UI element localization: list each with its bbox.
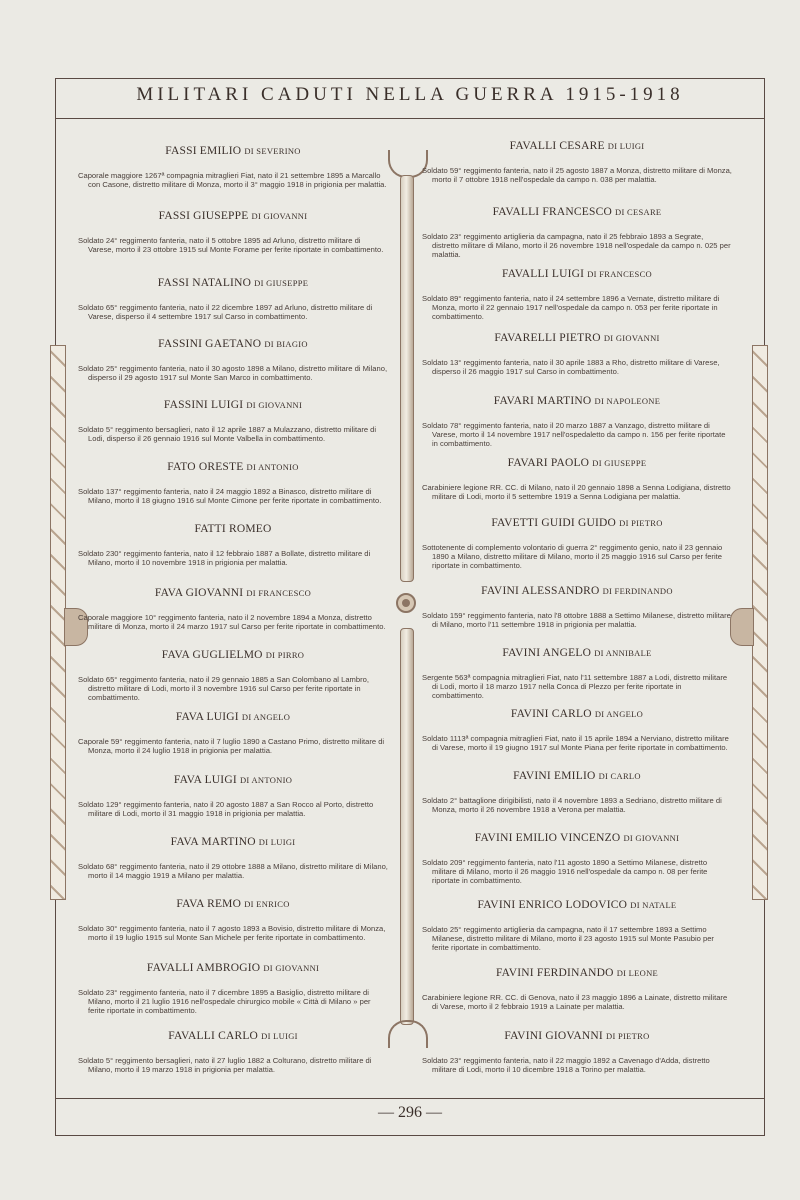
soldier-patronymic: DI ANGELO [241,712,291,722]
soldier-surname-given: FAVALLI AMBROGIO [146,962,261,974]
soldier-name [78,338,388,350]
soldier-name [422,268,732,280]
soldier-surname-given: FASSINI GAETANO [158,338,262,350]
fallen-soldier-entry [78,774,388,818]
soldier-service-record: Soldato 78° reggimento fanteria, nato il 20 marzo 1887 a Vanzago, distretto militare di Varese, morto il 14 novembre 1917 nell'ospedaletto da campo n. 156 per ferite riportate in combattimento. [422,421,726,449]
soldier-name [78,649,388,661]
soldier-patronymic: DI LUIGI [258,837,296,847]
soldier-surname-given: FAVALLI LUIGI [502,268,585,280]
fallen-soldier-entry [422,708,732,752]
fallen-soldier-entry [422,206,732,260]
soldier-service-record: Soldato 65° reggimento fanteria, nato il 22 dicembre 1897 ad Arluno, distretto militare di Varese, disperso il 4 settembre 1917 sul Carso in combattimento. [78,303,373,322]
soldier-surname-given: FASSINI LUIGI [163,399,244,411]
soldier-surname-given: FAVA MARTINO [170,836,256,848]
fallen-soldier-entry [422,899,732,953]
soldier-name [78,145,388,157]
fallen-soldier-entry [78,711,388,755]
soldier-service-record: Soldato 159° reggimento fanteria, nato l'8 ottobre 1888 a Settimo Milanese, distretto militare di Milano, morto l'11 settembre 1918 in prigionia per malattia. [422,611,731,630]
soldier-name [78,1030,388,1042]
soldier-service-record: Soldato 1113ª compagnia mitraglieri Fiat, nato il 15 aprile 1894 a Nerviano, distretto militare di Varese, morto il 19 giugno 1917 sul Monte Piana per ferite riportate in combattimento. [422,734,729,753]
soldier-service-record: Sottotenente di complemento volontario di guerra 2° reggimento genio, nato il 23 gennaio 1890 a Milano, distretto militare di Milano, morto il 25 maggio 1916 sul Carso per ferite riportate in combattimento. [422,543,723,571]
soldier-surname-given: FAVINI CARLO [510,708,592,720]
soldier-surname-given: FAVARI MARTINO [493,395,592,407]
soldier-patronymic: DI GIUSEPPE [592,458,647,468]
soldier-patronymic: DI PIRRO [265,650,305,660]
soldier-service-record: Soldato 23° reggimento artiglieria da campagna, nato il 25 febbraio 1893 a Segrate, distretto militare di Milano, morto il 26 novembre 1918 nell'ospedale da campo n. 025 per malattia. [422,232,731,260]
fallen-soldier-entry [78,277,388,321]
axe-right-ornament [730,608,754,646]
soldier-name [422,395,732,407]
soldier-surname-given: FAVINI ALESSANDRO [481,585,600,597]
page-number: — 296 — [378,1104,442,1121]
soldier-surname-given: FAVA GIOVANNI [154,587,244,599]
soldier-patronymic: DI ANNIBALE [594,648,652,658]
soldier-patronymic: DI BIAGIO [264,339,308,349]
soldier-patronymic: DI CARLO [598,771,641,781]
fallen-soldier-entry [422,770,732,814]
soldier-surname-given: FAVETTI GUIDI GUIDO [491,517,617,529]
soldier-name [422,585,732,597]
soldier-service-record: Carabiniere legione RR. CC. di Milano, nato il 20 gennaio 1898 a Senna Lodigiana, distretto militare di Lodi, morto il 5 settembre 1919 a Senna Lodigiana per malattia. [422,483,731,502]
soldier-service-record: Soldato 24° reggimento fanteria, nato il 5 ottobre 1895 ad Arluno, distretto militare di Varese, morto il 23 ottobre 1915 sul Monte Forame per ferite riportate in combattimento. [78,236,384,255]
center-column-lower [400,628,414,1025]
soldier-service-record: Soldato 137° reggimento fanteria, nato il 24 maggio 1892 a Binasco, distretto militare di Milano, morto il 18 giugno 1916 sul Monte Cimone per ferite riportate in combattimento. [78,487,382,506]
soldier-patronymic: DI LUIGI [607,141,645,151]
soldier-name [78,399,388,411]
soldier-service-record: Soldato 59° reggimento fanteria, nato il 25 agosto 1887 a Monza, distretto militare di Monza, morto il 7 ottobre 1918 nell'ospedale da campo n. 038 per malattia. [422,166,732,185]
soldier-patronymic: DI FRANCESCO [587,269,652,279]
fallen-soldier-entry [78,210,388,254]
soldier-service-record: Soldato 68° reggimento fanteria, nato il 29 ottobre 1888 a Milano, distretto militare di Milano, morto il 14 maggio 1919 a Milano per malattia. [78,862,388,881]
fallen-soldier-entry [78,338,388,382]
soldier-name [422,899,732,911]
fallen-soldier-entry [422,585,732,629]
soldier-service-record: Caporale maggiore 1267ª compagnia mitraglieri Fiat, nato il 21 settembre 1895 a Marcallo con Casone, distretto militare di Monza, morto il 3° maggio 1918 in prigionia per malattia. [78,171,387,190]
footer-divider [55,1098,765,1099]
soldier-surname-given: FAVINI ANGELO [502,647,592,659]
soldier-service-record: Caporale maggiore 10° reggimento fanteria, nato il 2 novembre 1894 a Monza, distretto militare di Monza, morto il 24 marzo 1917 sul Carso per ferite riportate in combattimento. [78,613,386,632]
soldier-name [422,967,732,979]
soldier-name [78,210,388,222]
soldier-name [422,332,732,344]
soldier-surname-given: FASSI NATALINO [157,277,252,289]
soldier-service-record: Soldato 23° reggimento fanteria, nato il 7 dicembre 1895 a Basiglio, distretto militare di Milano, morto il 21 luglio 1916 nell'ospedale chirurgico mobile « Città di Milano » per ferite riportate in combattimento. [78,988,371,1016]
soldier-service-record: Soldato 209° reggimento fanteria, nato l'11 agosto 1890 a Settimo Milanese, distretto militare di Milano, morto il 26 maggio 1916 nell'ospedale da campo n. 08 per ferite riportate in combattimento. [422,858,708,886]
soldier-patronymic: DI ANGELO [594,709,644,719]
soldier-patronymic: DI NATALE [630,900,677,910]
soldier-service-record: Soldato 30° reggimento fanteria, nato il 7 agosto 1893 a Bovisio, distretto militare di Monza, morto il 19 luglio 1915 sul Monte San Michele per ferite riportate in combattimento. [78,924,386,943]
soldier-service-record: Soldato 13° reggimento fanteria, nato il 30 aprile 1883 a Rho, distretto militare di Varese, disperso il 26 maggio 1917 sul Carso in combattimento. [422,358,720,377]
soldier-surname-given: FAVINI EMILIO VINCENZO [474,832,621,844]
soldier-surname-given: FASSI EMILIO [165,145,242,157]
soldier-service-record: Soldato 25° reggimento artiglieria da campagna, nato il 17 settembre 1893 a Settimo Milanese, distretto militare di Milano, morto il 23 agosto 1915 sul Monte Pasubio per ferite riportate in combattimento. [422,925,714,953]
soldier-surname-given: FAVINI EMILIO [513,770,596,782]
fallen-soldier-entry [78,461,388,505]
soldier-patronymic: DI CESARE [615,207,662,217]
soldier-service-record: Soldato 23° reggimento fanteria, nato il 22 maggio 1892 a Cavenago d'Adda, distretto militare di Lodi, morto il 10 dicembre 1918 a Torino per malattia. [422,1056,710,1075]
fallen-soldier-entry [78,649,388,703]
soldier-patronymic: DI ENRICO [244,899,290,909]
soldier-name [78,898,388,910]
soldier-service-record: Soldato 25° reggimento fanteria, nato il 30 agosto 1898 a Milano, distretto militare di Milano, disperso il 29 agosto 1917 sul Monte San Marco in combattimento. [78,364,388,383]
fallen-soldier-entry [422,967,732,1011]
fallen-soldier-entry [78,1030,388,1074]
fallen-soldier-entry [422,457,732,501]
soldier-surname-given: FAVA LUIGI [173,774,237,786]
soldier-patronymic: DI GIOVANNI [263,963,320,973]
fallen-soldier-entry [422,1030,732,1074]
soldier-service-record: Soldato 2° battaglione dirigibilisti, nato il 4 novembre 1893 a Sedriano, distretto militare di Monza, morto il 26 novembre 1918 a Verona per malattia. [422,796,722,815]
soldier-service-record: Soldato 65° reggimento fanteria, nato il 29 gennaio 1885 a San Colombano al Lambro, distretto militare di Lodi, morto il 3 novembre 1916 sul Carso per ferite riportate in combattimento. [78,675,369,703]
soldier-name [422,832,732,844]
soldier-name [422,457,732,469]
fallen-soldier-entry [422,332,732,376]
rosette-ornament [396,593,416,613]
soldier-name [78,711,388,723]
soldier-surname-given: FAVA GUGLIELMO [161,649,263,661]
soldier-service-record: Carabiniere legione RR. CC. di Genova, nato il 23 maggio 1896 a Lainate, distretto militare di Varese, morto il 2 febbraio 1919 a Lainate per malattia. [422,993,728,1012]
soldier-patronymic: DI LEONE [616,968,659,978]
fallen-soldier-entry [78,836,388,880]
soldier-service-record: Soldato 5° reggimento bersaglieri, nato il 12 aprile 1887 a Mulazzano, distretto militare di Lodi, disperso il 26 gennaio 1916 sul Monte Valbella in combattimento. [78,425,377,444]
soldier-name [422,647,732,659]
soldier-surname-given: FAVA LUIGI [175,711,239,723]
fasces-right-ornament [752,345,768,900]
soldier-patronymic: DI GIUSEPPE [254,278,309,288]
soldier-patronymic: DI PIETRO [606,1031,650,1041]
soldier-name [78,774,388,786]
soldier-surname-given: FATO ORESTE [167,461,244,473]
soldier-name [422,770,732,782]
soldier-patronymic: DI GIOVANNI [246,400,303,410]
soldier-name [78,836,388,848]
soldier-surname-given: FATTI ROMEO [194,523,272,535]
soldier-surname-given: FAVINI GIOVANNI [504,1030,603,1042]
soldier-name [78,962,388,974]
soldier-service-record: Soldato 129° reggimento fanteria, nato il 20 agosto 1887 a San Rocco al Porto, distretto militare di Lodi, morto il 31 maggio 1918 in prigionia per malattia. [78,800,374,819]
soldier-name [422,517,732,529]
fallen-soldier-entry [78,962,388,1016]
soldier-surname-given: FAVALLI CESARE [509,140,605,152]
fallen-soldier-entry [78,587,388,631]
soldier-name [422,708,732,720]
fallen-soldier-entry [422,647,732,701]
soldier-surname-given: FAVARELLI PIETRO [494,332,601,344]
fallen-soldier-entry [78,399,388,443]
soldier-patronymic: DI FERDINANDO [602,586,673,596]
soldier-service-record: Caporale 59° reggimento fanteria, nato il 7 luglio 1890 a Castano Primo, distretto militare di Monza, morto il 24 luglio 1918 in prigionia per malattia. [78,737,385,756]
fallen-soldier-entry [78,145,388,189]
fallen-soldier-entry [422,517,732,571]
soldier-patronymic: DI GIOVANNI [603,333,660,343]
soldier-patronymic: DI ANTONIO [246,462,299,472]
soldier-patronymic: DI GIOVANNI [251,211,308,221]
fallen-soldier-entry [78,898,388,942]
soldier-name [422,140,732,152]
soldier-surname-given: FAVALLI FRANCESCO [492,206,612,218]
soldier-patronymic: DI ANTONIO [239,775,293,785]
soldier-name [422,1030,732,1042]
soldier-name [78,277,388,289]
soldier-patronymic: DI FRANCESCO [246,588,312,598]
soldier-patronymic: DI PIETRO [619,518,663,528]
soldier-name [78,523,388,535]
center-column-upper [400,175,414,582]
soldier-surname-given: FAVARI PAOLO [507,457,590,469]
soldier-surname-given: FAVINI ENRICO LODOVICO [477,899,628,911]
soldier-patronymic: DI GIOVANNI [623,833,680,843]
soldier-surname-given: FAVALLI CARLO [168,1030,259,1042]
soldier-surname-given: FAVINI FERDINANDO [495,967,614,979]
fallen-soldier-entry [422,268,732,322]
soldier-surname-given: FAVA REMO [176,898,242,910]
soldier-service-record: Soldato 89° reggimento fanteria, nato il 24 settembre 1896 a Vernate, distretto militare di Monza, morto il 22 gennaio 1917 nell'ospedale da campo n. 053 per ferite riportate in combattimento. [422,294,720,322]
soldier-name [78,587,388,599]
soldier-surname-given: FASSI GIUSEPPE [158,210,249,222]
soldier-service-record: Soldato 230° reggimento fanteria, nato il 12 febbraio 1887 a Bollate, distretto militare di Milano, morto il 10 novembre 1918 in prigionia per malattia. [78,549,371,568]
soldier-name [422,206,732,218]
soldier-patronymic: DI SEVERINO [244,146,301,156]
soldier-service-record: Soldato 5° reggimento bersaglieri, nato il 27 luglio 1882 a Colturano, distretto militare di Milano, morto il 19 marzo 1918 in prigionia per malattia. [78,1056,372,1075]
fallen-soldier-entry [78,523,388,567]
soldier-name [78,461,388,473]
soldier-patronymic: DI LUIGI [261,1031,298,1041]
page-title: MILITARI CADUTI NELLA GUERRA 1915-1918 [136,84,684,105]
fallen-soldier-entry [422,395,732,449]
fallen-soldier-entry [422,140,732,184]
soldier-service-record: Sergente 563ª compagnia mitraglieri Fiat, nato l'11 settembre 1887 a Lodi, distretto militare di Lodi, morto il 18 marzo 1917 nella Conca di Plezzo per ferite riportate in combattimento. [422,673,728,701]
header-divider [55,118,765,119]
soldier-patronymic: DI NAPOLEONE [594,396,661,406]
fallen-soldier-entry [422,832,732,886]
